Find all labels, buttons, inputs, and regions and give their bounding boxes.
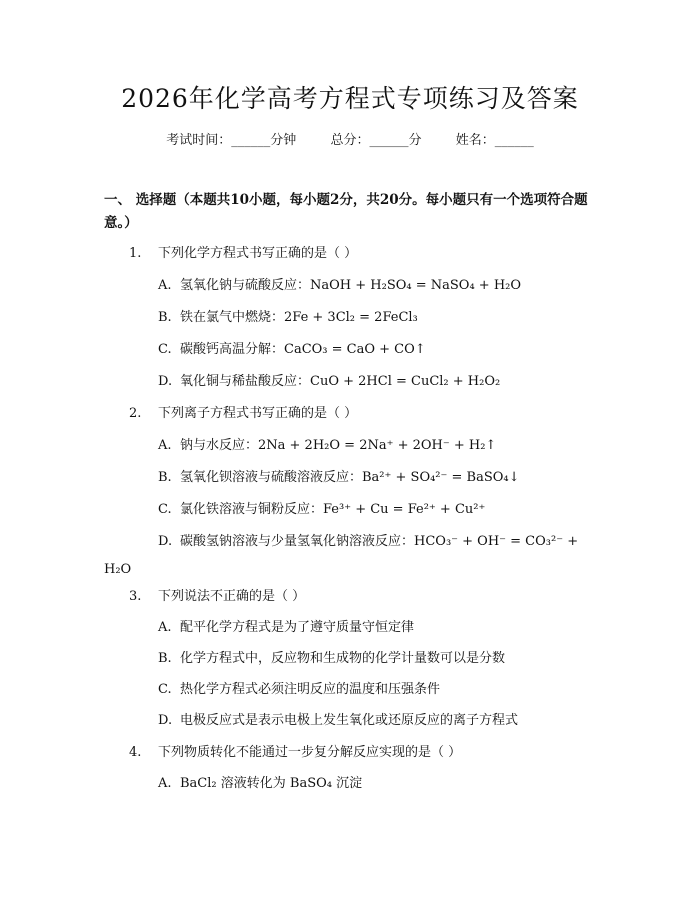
exam-meta bbox=[0, 131, 700, 151]
option-label: C. bbox=[158, 342, 172, 357]
question-stem: 下列离子方程式书写正确的是（ ） bbox=[158, 406, 358, 421]
question-number: 3. bbox=[129, 589, 142, 604]
option-label: D. bbox=[158, 534, 173, 549]
question-4-option-a bbox=[158, 774, 362, 794]
option-label: B. bbox=[158, 651, 172, 666]
question-3-option-a bbox=[158, 618, 414, 638]
question-2-option-c bbox=[158, 500, 485, 520]
option-text: 铁在氯气中燃烧：2Fe + 3Cl₂ = 2FeCl₃ bbox=[180, 310, 418, 325]
question-3-option-b bbox=[158, 649, 505, 669]
option-text: 热化学方程式必须注明反应的温度和压强条件 bbox=[180, 682, 441, 697]
option-label: A. bbox=[158, 776, 172, 791]
option-text: 碳酸氢钠溶液与少量氢氧化钠溶液反应：HCO₃⁻ + OH⁻ = CO₃²⁻ + H₂O bbox=[104, 534, 579, 577]
option-text: 氢氧化钡溶液与硫酸溶液反应：Ba²⁺ + SO₄²⁻ = BaSO₄↓ bbox=[180, 470, 520, 485]
question-1-option-b bbox=[158, 308, 418, 328]
question-1-option-a bbox=[158, 276, 521, 296]
question-4 bbox=[129, 743, 461, 763]
option-text: 氢氧化钠与硫酸反应：NaOH + H₂SO₄ = NaSO₄ + H₂O bbox=[180, 278, 522, 293]
option-text: BaCl₂ 溶液转化为 BaSO₄ 沉淀 bbox=[180, 776, 363, 791]
option-label: A. bbox=[158, 620, 172, 635]
question-stem: 下列物质转化不能通过一步复分解反应实现的是（ ） bbox=[158, 745, 462, 760]
option-text: 氯化铁溶液与铜粉反应：Fe³⁺ + Cu = Fe²⁺ + Cu²⁺ bbox=[180, 502, 486, 517]
question-2-option-b bbox=[158, 468, 520, 488]
question-2-option-a bbox=[158, 436, 496, 456]
student-name-field: 姓名：______ bbox=[455, 133, 534, 148]
question-stem: 下列说法不正确的是（ ） bbox=[158, 589, 306, 604]
option-label: D. bbox=[158, 713, 173, 728]
question-number: 2. bbox=[129, 406, 142, 421]
option-text: 化学方程式中，反应物和生成物的化学计量数可以是分数 bbox=[180, 651, 506, 666]
option-label: A. bbox=[158, 438, 172, 453]
question-1 bbox=[129, 244, 357, 264]
question-stem: 下列化学方程式书写正确的是（ ） bbox=[158, 246, 358, 261]
option-text: 碳酸钙高温分解：CaCO₃ = CaO + CO↑ bbox=[180, 342, 426, 357]
option-text: 氧化铜与稀盐酸反应：CuO + 2HCl = CuCl₂ + H₂O₂ bbox=[180, 374, 501, 389]
option-label: B. bbox=[158, 310, 172, 325]
option-label: B. bbox=[158, 470, 172, 485]
question-2 bbox=[129, 404, 357, 424]
question-1-option-d bbox=[158, 372, 500, 392]
option-label: D. bbox=[158, 374, 173, 389]
option-label: C. bbox=[158, 682, 172, 697]
question-3-option-d bbox=[158, 711, 518, 731]
option-label: C. bbox=[158, 502, 172, 517]
exam-time-field: 考试时间：______分钟 bbox=[166, 133, 297, 148]
question-3 bbox=[129, 587, 305, 607]
question-3-option-c bbox=[158, 680, 440, 700]
page-title: 2026年化学高考方程式专项练习及答案 bbox=[121, 84, 579, 113]
section-heading: 一、 选择题（本题共10小题，每小题2分，共20分。每小题只有一个选项符合题意。） bbox=[104, 192, 588, 231]
question-1-option-c bbox=[158, 340, 426, 360]
option-text: 电极反应式是表示电极上发生氧化或还原反应的离子方程式 bbox=[180, 713, 519, 728]
question-number: 4. bbox=[129, 745, 142, 760]
question-number: 1. bbox=[129, 246, 142, 261]
question-2-option-d bbox=[104, 528, 594, 584]
option-label: A. bbox=[158, 278, 172, 293]
option-text: 配平化学方程式是为了遵守质量守恒定律 bbox=[180, 620, 415, 635]
option-text: 钠与水反应：2Na + 2H₂O = 2Na⁺ + 2OH⁻ + H₂↑ bbox=[180, 438, 497, 453]
total-score-field: 总分：______分 bbox=[330, 133, 422, 148]
